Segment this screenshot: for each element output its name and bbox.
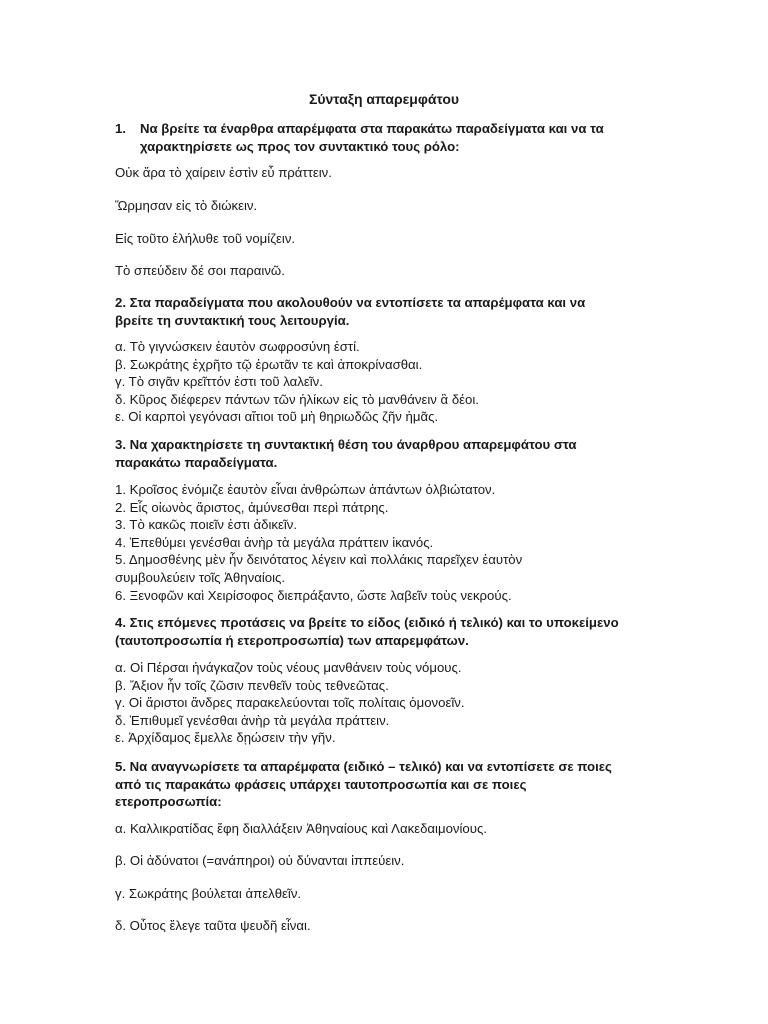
exercise-4-item: α. Οἱ Πέρσαι ἠνάγκαζον τοὺς νέους μανθάνειν τοὺς νόμους. xyxy=(115,660,462,675)
exercise-1-number: 1. xyxy=(115,121,126,136)
exercise-2-heading xyxy=(115,294,660,329)
exercise-2-item: β. Σωκράτης ἐχρῆτο τῷ ἐρωτᾶν τε καὶ ἀποκρίνασθαι. xyxy=(115,356,423,372)
exercise-3-item: 5. Δημοσθένης μὲν ἦν δεινότατος λέγειν καὶ πολλάκις παρεῖχεν ἑαυτὸν xyxy=(115,552,523,568)
exercise-3-item: συμβουλεύειν τοῖς Ἀθηναίοις. xyxy=(115,569,286,585)
exercise-3-heading-line: 3. Να χαρακτηρίσετε τη συντακτική θέση του άναρθρου απαρεμφάτου στα xyxy=(115,437,577,452)
exercise-2-heading-line: 2. Στα παραδείγματα που ακολουθούν να εντοπίσετε τα απαρέμφατα και να xyxy=(115,295,586,310)
exercise-1-heading-line: χαρακτηρίσετε ως προς τον συντακτικό τους ρόλο: xyxy=(140,138,460,154)
exercise-3-item: 4. Ἐπεθύμει γενέσθαι ἀνὴρ τὰ μεγάλα πράττειν ἱκανός. xyxy=(115,534,434,550)
exercise-2-item: ε. Οἱ καρποὶ γεγόνασι αἴτιοι τοῦ μὴ θηριωδῶς ζῆν ἡμᾶς. xyxy=(115,409,439,425)
exercise-4-heading xyxy=(115,614,660,649)
exercise-4-heading-line: (ταυτοπροσωπία ή ετεροπροσωπία) των απαρεμφάτων. xyxy=(115,632,469,648)
exercise-4-heading-line: 4. Στις επόμενες προτάσεις να βρείτε το είδος (ειδικό ή τελικό) και το υποκείμενο xyxy=(115,615,619,630)
exercise-5-item: δ. Οὗτος ἔλεγε ταῦτα ψευδῆ εἶναι. xyxy=(115,918,311,933)
exercise-1-item: Εἰς τοῦτο ἐλήλυθε τοῦ νομίζειν. xyxy=(115,231,296,246)
exercise-2-item: γ. Τὸ σιγᾶν κρεῖττόν ἐστι τοῦ λαλεῖν. xyxy=(115,374,323,390)
exercise-5-heading-line: ετεροπροσωπία: xyxy=(115,794,222,810)
exercise-4-item: ε. Ἀρχίδαμος ἔμελλε δῃώσειν τὴν γῆν. xyxy=(115,730,336,746)
exercise-3-item: 1. Κροῖσος ἐνόμιζε ἑαυτὸν εἶναι ἀνθρώπων ἁπάντων ὀλβιώτατον. xyxy=(115,482,496,497)
exercise-1-item: Ὥρμησαν εἰς τὸ διώκειν. xyxy=(115,198,258,213)
exercise-1-item: Τὸ σπεύδειν δέ σοι παραινῶ. xyxy=(115,263,285,278)
exercise-4-item: β. Ἄξιον ἦν τοῖς ζῶσιν πενθεῖν τοὺς τεθνεῶτας. xyxy=(115,677,389,693)
exercise-5-item: α. Καλλικρατίδας ἔφη διαλλάξειν Ἀθηναίους καὶ Λακεδαιμονίους. xyxy=(115,821,487,836)
exercise-1-heading xyxy=(115,120,660,155)
exercise-5-item: β. Οἱ ἀδύνατοι (=ανάπηροι) οὐ δύνανται ἱππεύειν. xyxy=(115,853,405,868)
exercise-5-heading-line: 5. Να αναγνωρίσετε τα απαρέμφατα (ειδικό – τελικό) και να εντοπίσετε σε ποιες xyxy=(115,759,612,774)
exercise-4-item: γ. Οἱ ἄριστοι ἄνδρες παρακελεύονται τοῖς πολίταις ὁμονοεῖν. xyxy=(115,695,465,711)
exercise-4-list xyxy=(115,659,660,747)
exercise-3-item: 2. Εἷς οἰωνὸς ἄριστος, ἀμύνεσθαι περὶ πάτρης. xyxy=(115,499,389,515)
exercise-3-heading xyxy=(115,436,660,471)
exercise-3-list xyxy=(115,481,660,604)
exercise-5-item: γ. Σωκράτης βούλεται ἀπελθεῖν. xyxy=(115,886,302,901)
exercise-1-item: Οὐκ ἄρα τὸ χαίρειν ἐστὶν εὖ πράττειν. xyxy=(115,165,332,180)
exercise-3-heading-line: παρακάτω παραδείγματα. xyxy=(115,454,278,470)
exercise-2-item: δ. Κῦρος διέφερεν πάντων τῶν ἡλίκων εἰς τὸ μανθάνειν ἃ δέοι. xyxy=(115,391,479,407)
exercise-2-item: α. Τὸ γιγνώσκειν ἑαυτὸν σωφροσύνη ἐστί. xyxy=(115,339,360,354)
exercise-1-heading-line: Να βρείτε τα έναρθρα απαρέμφατα στα παρακάτω παραδείγματα και να τα xyxy=(140,121,604,136)
page-title: Σύνταξη απαρεμφάτου xyxy=(308,91,460,107)
exercise-5-heading-line: από τις παρακάτω φράσεις υπάρχει ταυτοπροσωπία και σε ποιες xyxy=(115,776,527,792)
exercise-3-item: 3. Τὸ κακῶς ποιεῖν ἐστι ἀδικεῖν. xyxy=(115,517,298,533)
exercise-4-item: δ. Ἐπιθυμεῖ γενέσθαι ἀνὴρ τὰ μεγάλα πράττειν. xyxy=(115,712,390,728)
exercise-3-item: 6. Ξενοφῶν καὶ Χειρίσοφος διεπράξαντο, ὥστε λαβεῖν τοὺς νεκρούς. xyxy=(115,587,512,603)
exercise-2-heading-line: βρείτε τη συντακτική τους λειτουργία. xyxy=(115,312,350,328)
exercise-2-list xyxy=(115,338,660,426)
exercise-5-heading xyxy=(115,758,660,811)
